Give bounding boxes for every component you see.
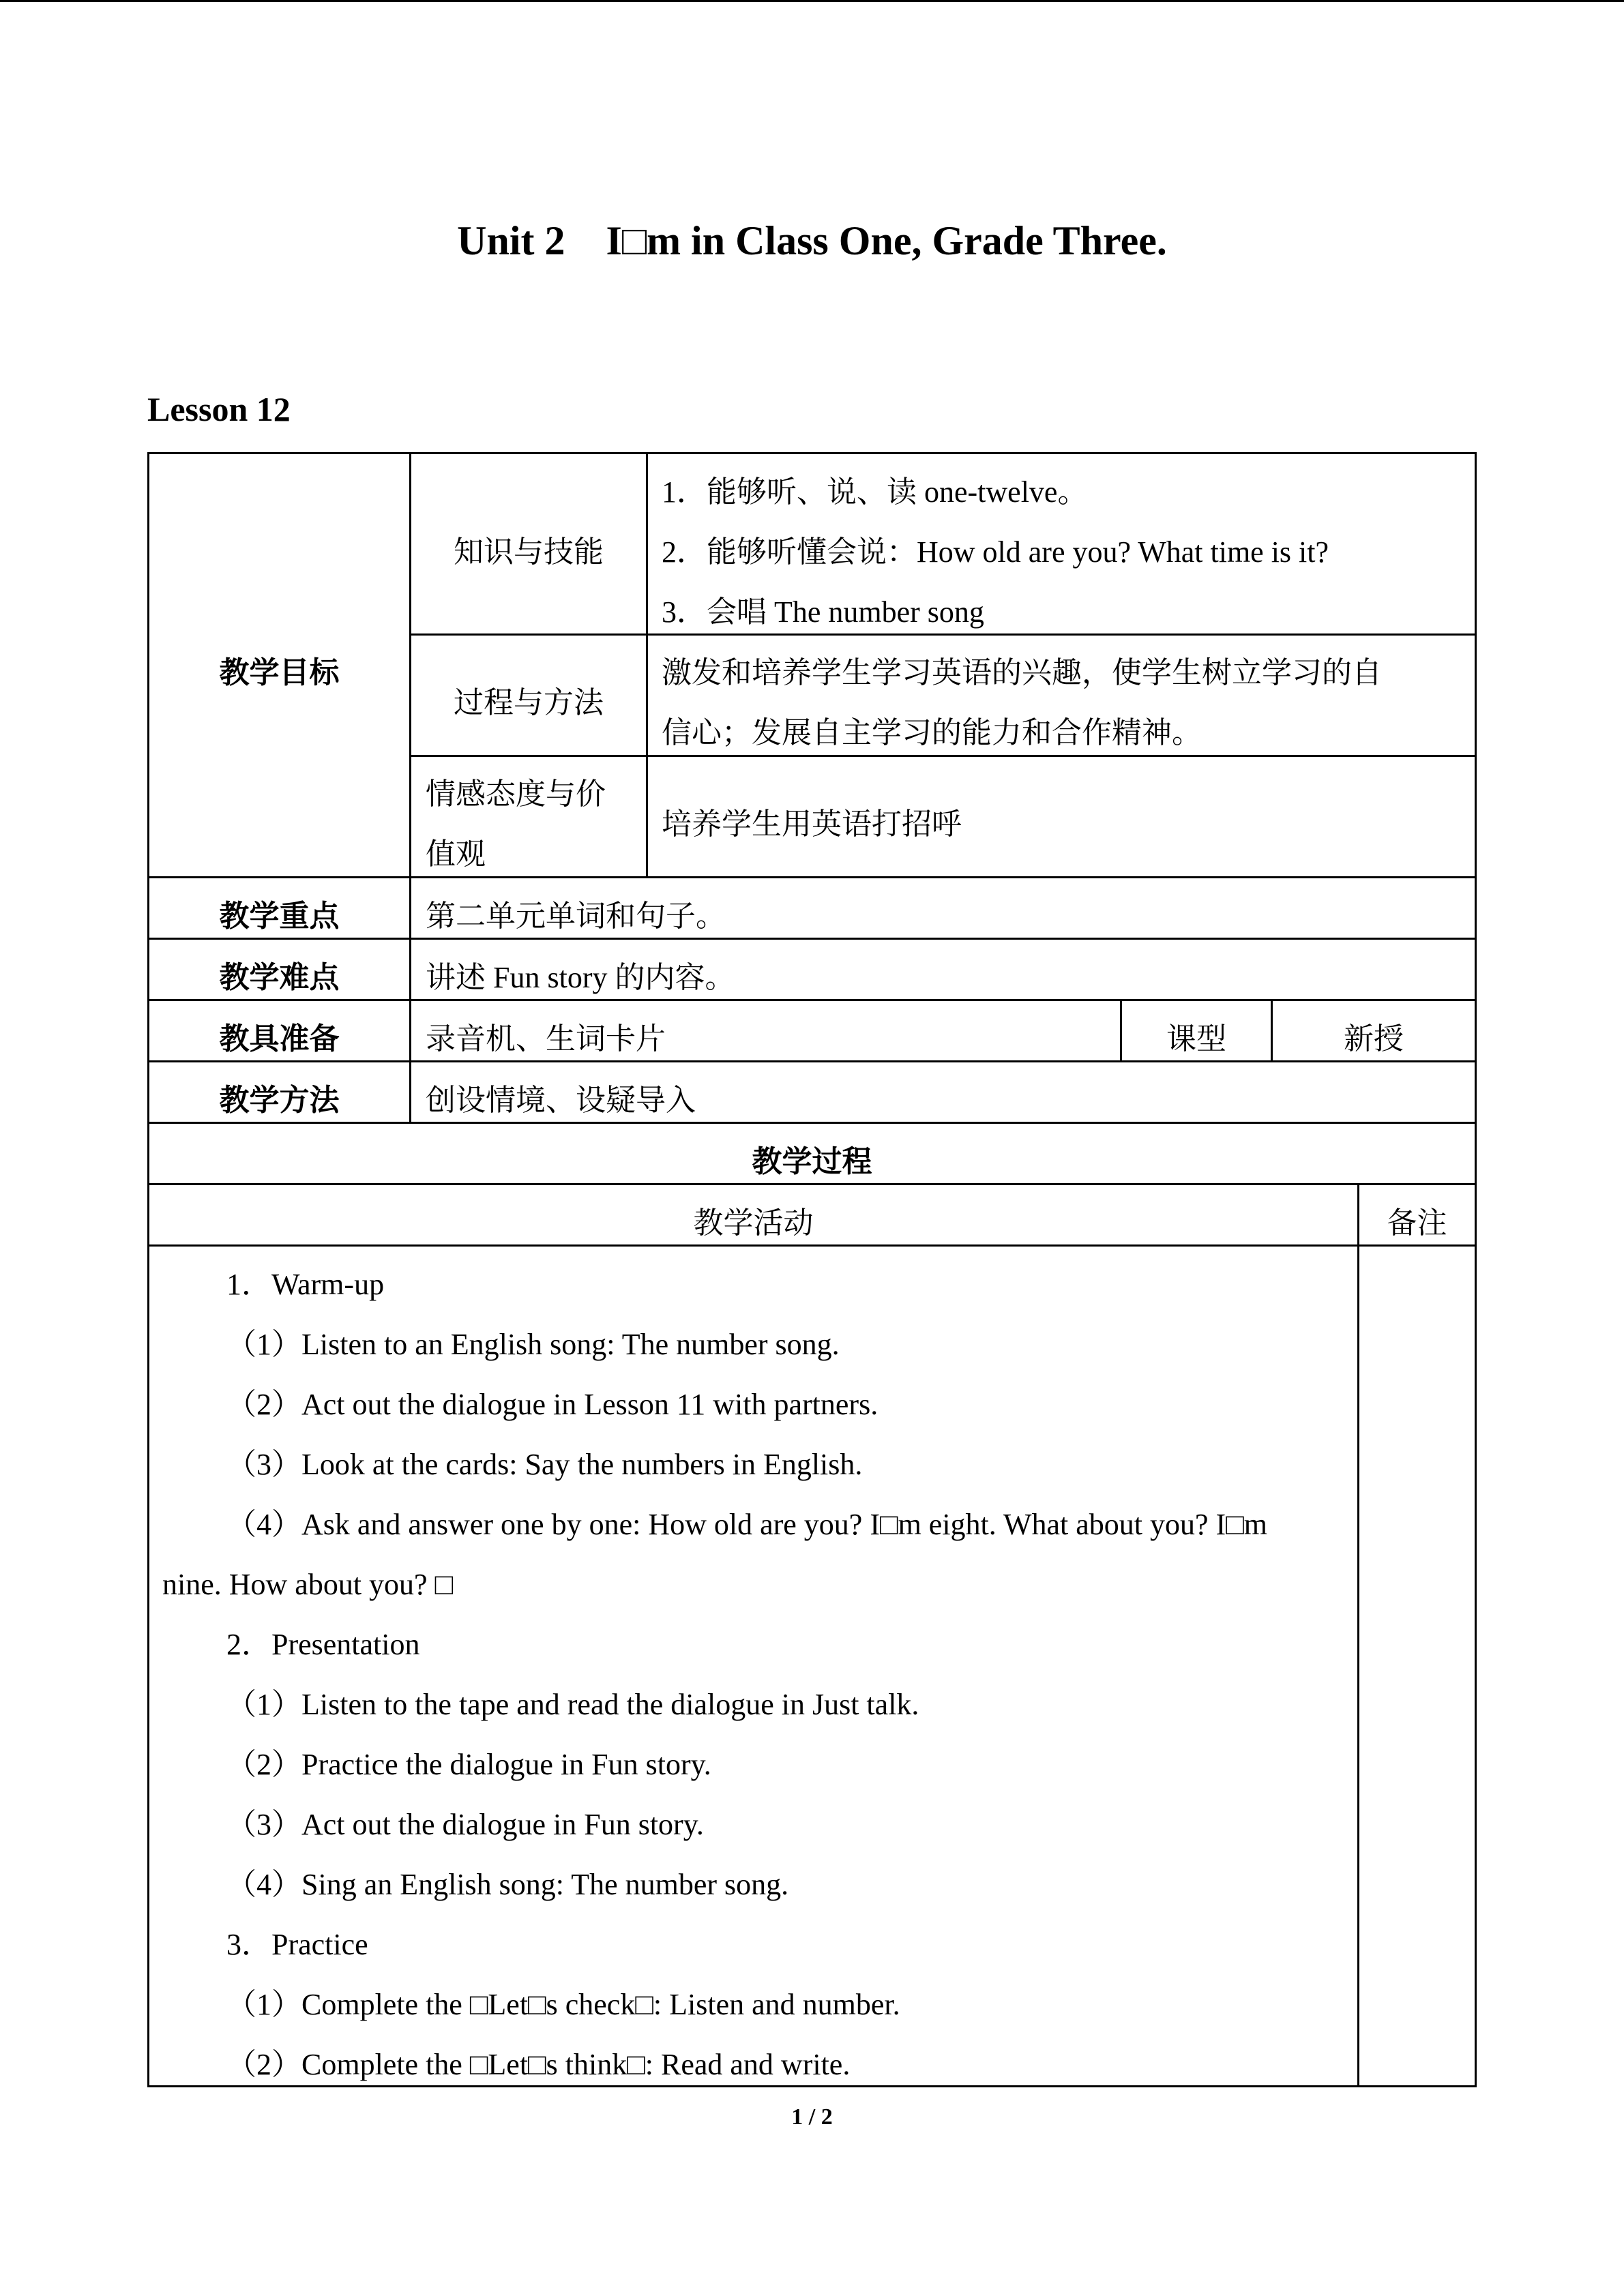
objectives-label: 教学目标 [219, 656, 340, 689]
process-heading: 教学过程 [752, 1145, 872, 1178]
materials-label: 教具准备 [219, 1022, 340, 1056]
knowledge-label: 知识与技能 [454, 535, 604, 569]
process-line-1: 激发和培养学生学习英语的兴趣，使学生树立学习的自 [662, 656, 1382, 689]
activity-line: （1）Listen to the tape and read the dialogue in Just talk. [226, 1688, 919, 1721]
activity-line: 2．Presentation [226, 1628, 420, 1661]
activity-line: （4）Ask and answer one by one: How old are you? I□m eight. What about you? I□m [226, 1508, 1267, 1541]
activity-header: 教学活动 [693, 1206, 814, 1240]
emotion-label-line-2: 值观 [426, 837, 486, 871]
activity-line: 1．Warm-up [226, 1268, 385, 1301]
emotion-text: 培养学生用英语打招呼 [662, 807, 962, 841]
table-rule [147, 876, 1477, 878]
methods-text: 创设情境、设疑导入 [426, 1084, 696, 1117]
activity-line: （3）Look at the cards: Say the numbers in English. [226, 1448, 863, 1481]
activity-line: 3．Practice [226, 1928, 368, 1961]
table-rule [1475, 452, 1477, 2087]
lesson-heading: Lesson 12 [147, 390, 291, 428]
activity-line: （1）Complete the □Let□s check□: Listen and number. [226, 1988, 900, 2021]
process-line-2: 信心；发展自主学习的能力和合作精神。 [662, 716, 1202, 749]
lesson-type-label: 课型 [1166, 1022, 1226, 1056]
emotion-label-line-1: 情感态度与价 [426, 777, 606, 811]
methods-label: 教学方法 [219, 1084, 340, 1117]
activity-line: （2）Act out the dialogue in Lesson 11 with partners. [226, 1388, 879, 1421]
key-points-label: 教学重点 [219, 899, 340, 933]
table-rule [646, 452, 648, 878]
knowledge-line-3: 3．会唱 The number song [662, 595, 984, 629]
process-label: 过程与方法 [454, 686, 604, 719]
activity-line: （4）Sing an English song: The number song. [226, 1868, 789, 1901]
table-rule [1357, 1183, 1359, 2087]
activity-line: （2）Practice the dialogue in Fun story. [226, 1748, 711, 1781]
knowledge-line-1: 1．能够听、说、读 one-twelve。 [662, 475, 1088, 509]
difficulties-label: 教学难点 [219, 961, 340, 994]
activity-line: nine. How about you? □ [162, 1568, 454, 1601]
page-top-border [0, 0, 1624, 2]
activity-line: （2）Complete the □Let□s think□: Read and write. [226, 2048, 851, 2081]
page-title: Unit 2 I□m in Class One, Grade Three. [457, 218, 1167, 263]
knowledge-line-2: 2．能够听懂会说：How old are you? What time is it? [662, 535, 1329, 569]
notes-header: 备注 [1387, 1206, 1447, 1240]
table-rule [147, 452, 1477, 454]
lesson-type-value: 新授 [1344, 1022, 1404, 1056]
difficulties-text: 讲述 Fun story 的内容。 [426, 961, 735, 994]
key-points-text: 第二单元单词和句子。 [426, 899, 726, 933]
page-number: 1 / 2 [791, 2104, 833, 2130]
activity-line: （3）Act out the dialogue in Fun story. [226, 1808, 704, 1841]
activity-line: （1）Listen to an English song: The number song. [226, 1328, 840, 1361]
materials-text: 录音机、生词卡片 [426, 1022, 666, 1056]
